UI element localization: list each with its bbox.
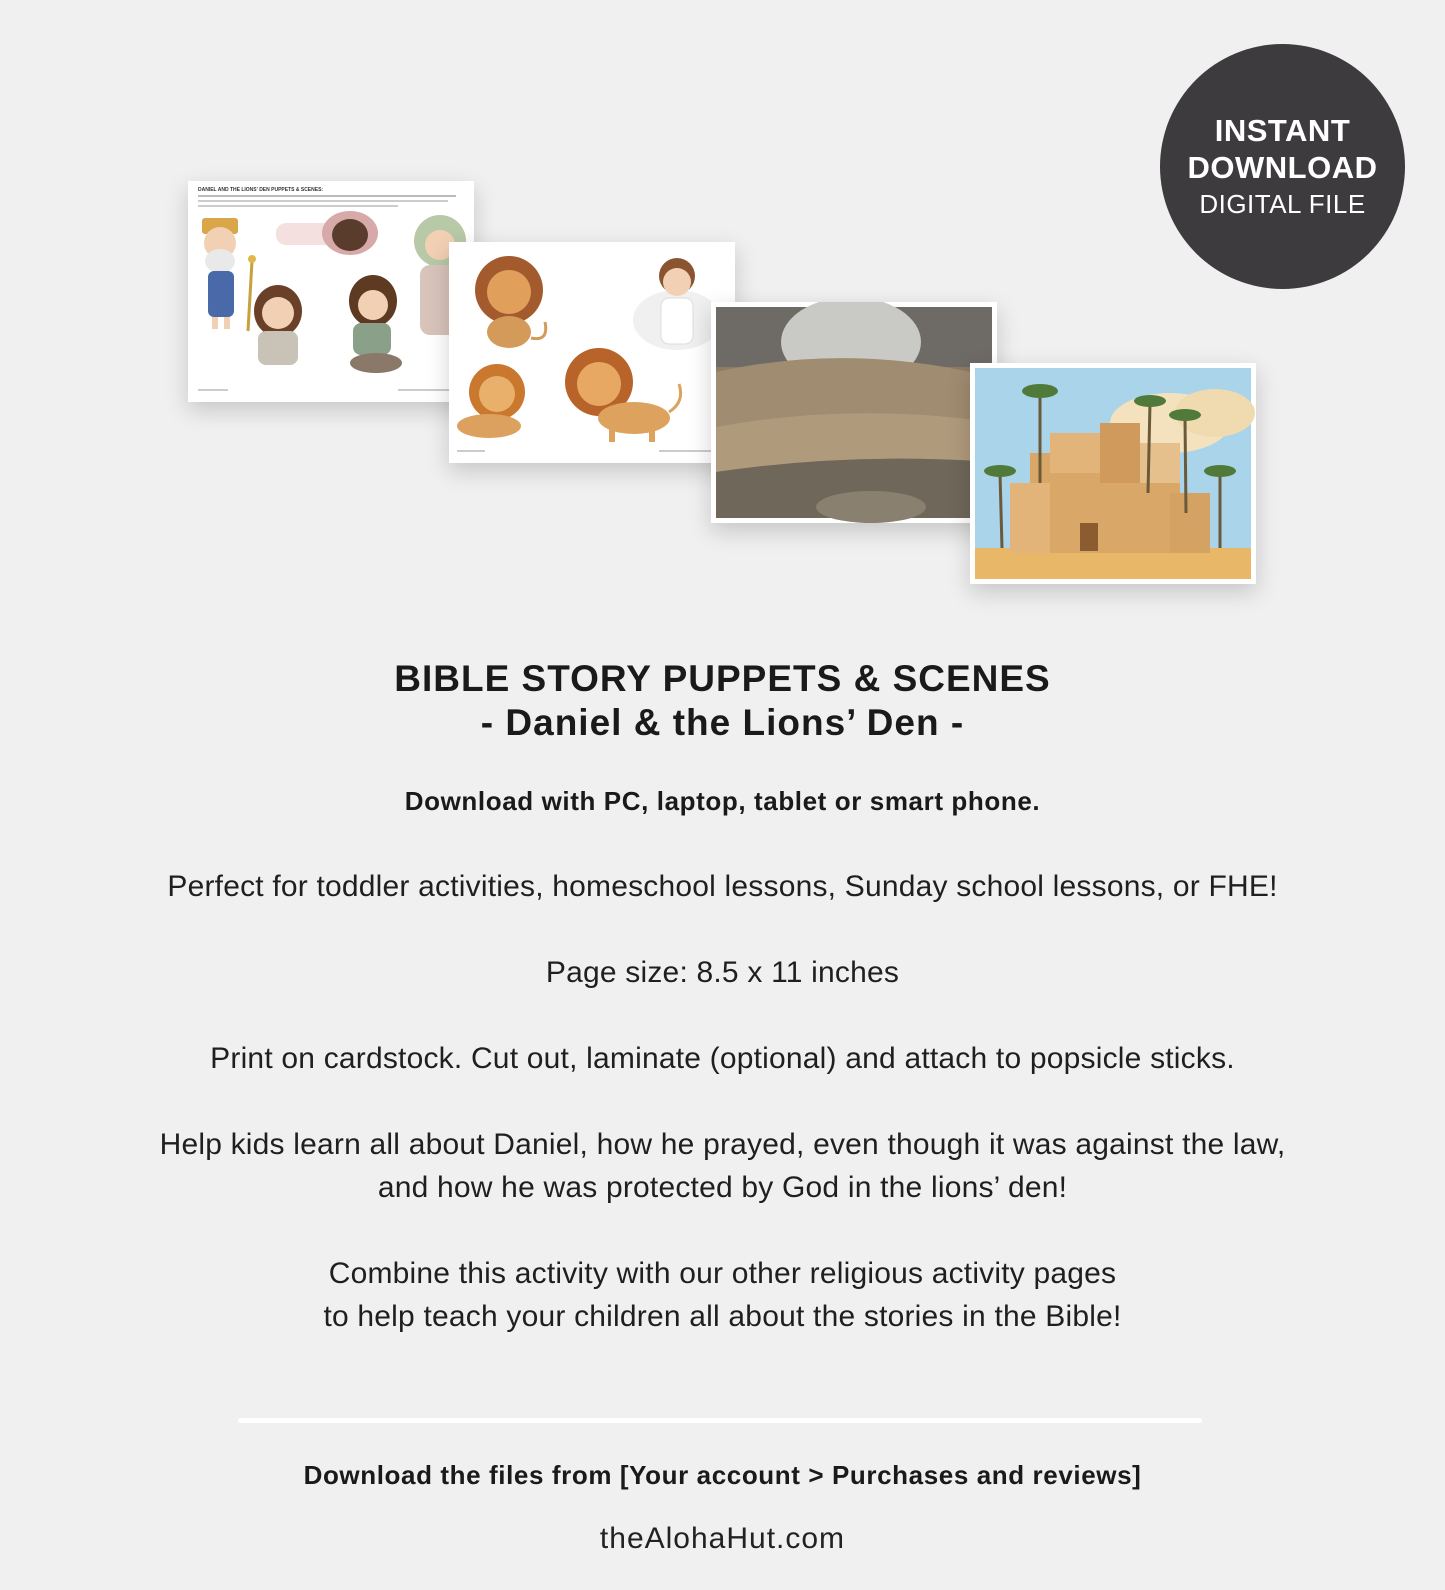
lions-den-scene-illustration [711, 302, 997, 523]
story-text-line2: and how he was protected by God in the lions’ den! [377, 1171, 1068, 1204]
lion-puppets-sheet [449, 242, 735, 463]
perfect-for-text: Perfect for toddler activities, homeschool lessons, Sunday school lessons, or FHE! [167, 870, 1278, 903]
download-instructions-text: Download the files from [Your account > Purchases and reviews] [303, 1460, 1142, 1490]
product-subtitle: - Daniel & the Lions’ Den - [480, 702, 965, 743]
lions-den-scene [711, 302, 997, 523]
sheet-heading: DANIEL AND THE LIONS' DEN PUPPETS & SCENES: [198, 187, 324, 193]
lying-man-figure [276, 211, 378, 255]
character-puppets-sheet [188, 181, 474, 402]
lion-walking-figure [565, 348, 681, 442]
city-scene [970, 363, 1256, 584]
combine-text-line1: Combine this activity with our other religious activity pages [328, 1257, 1117, 1290]
story-text-line1: Help kids learn all about Daniel, how he prayed, even though it was against the law, [159, 1128, 1286, 1161]
character-puppets-illustration [188, 181, 474, 402]
website-text: theAlohaHut.com [599, 1522, 846, 1555]
product-title: BIBLE STORY PUPPETS & SCENES [394, 658, 1051, 699]
lion-puppets-illustration [449, 242, 735, 463]
lion-sitting-figure [475, 256, 546, 348]
badge-line-instant: INSTANT [1214, 112, 1351, 148]
page-size-text: Page size: 8.5 x 11 inches [545, 956, 900, 989]
king-figure [202, 218, 256, 331]
lion-lying-figure [457, 364, 525, 438]
combine-text-line2: to help teach your children all about the stories in the Bible! [323, 1300, 1122, 1333]
praying-man-figure [254, 285, 302, 365]
download-devices-text: Download with PC, laptop, tablet or smart phone. [404, 786, 1041, 816]
sitting-man-figure [349, 275, 402, 373]
city-scene-illustration [970, 363, 1256, 584]
print-instructions-text: Print on cardstock. Cut out, laminate (optional) and attach to popsicle sticks. [210, 1042, 1235, 1075]
angel-figure [633, 258, 721, 350]
instant-download-badge [1160, 44, 1405, 289]
badge-line-download: DOWNLOAD [1187, 149, 1378, 185]
badge-line-digital-file: DIGITAL FILE [1199, 188, 1366, 219]
divider [238, 1418, 1202, 1423]
